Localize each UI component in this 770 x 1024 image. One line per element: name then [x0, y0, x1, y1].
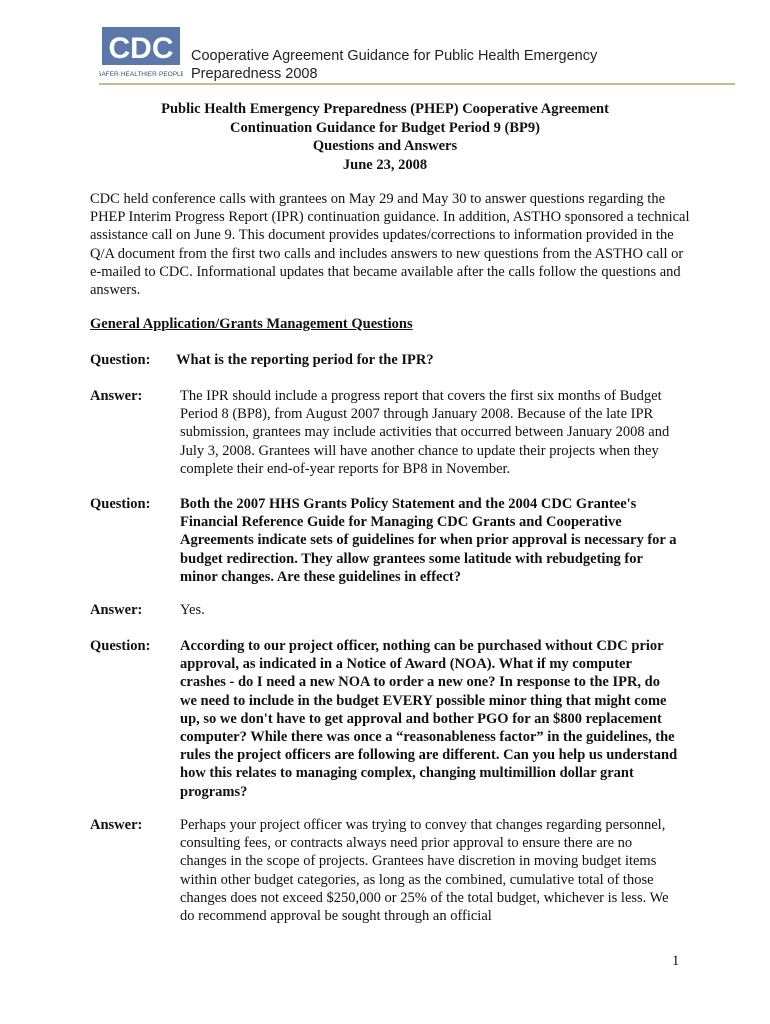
intro-paragraph: CDC held conference calls with grantees on May 29 and May 30 to answer questions regarding the PHEP Interim Progress Report (IPR) continuation guidance. In addition, ASTHO sponsored a technical assistance call on June 9. This document provides updates/corrections to information provided in the Q/A document from the first two calls and includes answers to new questions from the ASTHO call or e-mailed to CDC. Informational updates that became available after the calls follow the questions and answers.: [90, 191, 690, 299]
answer-text: Yes.: [180, 602, 205, 618]
qa-label: Answer:: [90, 817, 143, 833]
header-line-2: Preparedness 2008: [191, 66, 318, 82]
cdc-logo-text: CDC: [108, 32, 174, 65]
question-text: What is the reporting period for the IPR?: [176, 352, 434, 368]
header-line-1: Cooperative Agreement Guidance for Public Health Emergency: [191, 48, 598, 64]
section-heading: General Application/Grants Management Questions: [90, 316, 413, 332]
qa-label: Question:: [90, 352, 151, 368]
document-header: [191, 47, 671, 83]
answer-text: Perhaps your project officer was trying to convey that changes regarding personnel, consulting fees, or contracts always need prior approval to ensure there are no changes in the scope of projects. Grantees have discretion in moving budget items within other budget categories, as long as the combined, cumulative total of those changes does not exceed $250,000 or 25% of the total budget, whichever is less. We do recommend approval be sought through an official: [180, 817, 669, 925]
question-text: According to our project officer, nothing can be purchased without CDC prior approval, as indicated in a Notice of Award (NOA). What if my computer crashes - do I need a new NOA to order a new one? In response to the IPR, do we need to include in the budget EVERY possible minor thing that might come up, so we don't have to get approval and bother PGO for an $800 replacement computer? While there was once a “reasonableness factor” in the guidelines, the rules the project officers are following are different. Can you help us understand how this relates to managing complex, changing multimillion dollar grant programs?: [180, 638, 678, 800]
qa-label: Question:: [90, 496, 151, 512]
document-title: [90, 100, 680, 174]
title-line-2: Continuation Guidance for Budget Period 9 (BP9): [230, 119, 540, 136]
qa-label: Answer:: [90, 602, 143, 618]
page-number: 1: [672, 953, 680, 969]
question-text: Both the 2007 HHS Grants Policy Statement and the 2004 CDC Grantee's Financial Reference Guide for Managing CDC Grants and Cooperative Agreements indicate sets of guidelines for when prior approval is necessary for a budget redirection. They allow grantees some latitude with rebudgeting for minor changes. Are these guidelines in effect?: [180, 496, 677, 585]
qa-label: Answer:: [90, 388, 143, 404]
title-line-3: Questions and Answers: [312, 138, 458, 154]
answer-text: The IPR should include a progress report that covers the first six months of Budget Period 8 (BP8), from August 2007 through January 2008. Because of the late IPR submission, grantees may include activities that occurred between January 2008 and July 3, 2008. Grantees will have another chance to update their projects when they complete their end-of-year reports for BP8 in November.: [180, 388, 670, 477]
cdc-logo: [99, 24, 183, 81]
qa-label: Question:: [90, 638, 151, 654]
header-divider: [99, 83, 735, 85]
title-line-1: Public Health Emergency Preparedness (PHEP) Cooperative Agreement: [161, 101, 609, 117]
cdc-logo-tagline: SAFER·HEALTHIER·PEOPLE: [99, 71, 183, 78]
title-date: June 23, 2008: [342, 156, 428, 173]
